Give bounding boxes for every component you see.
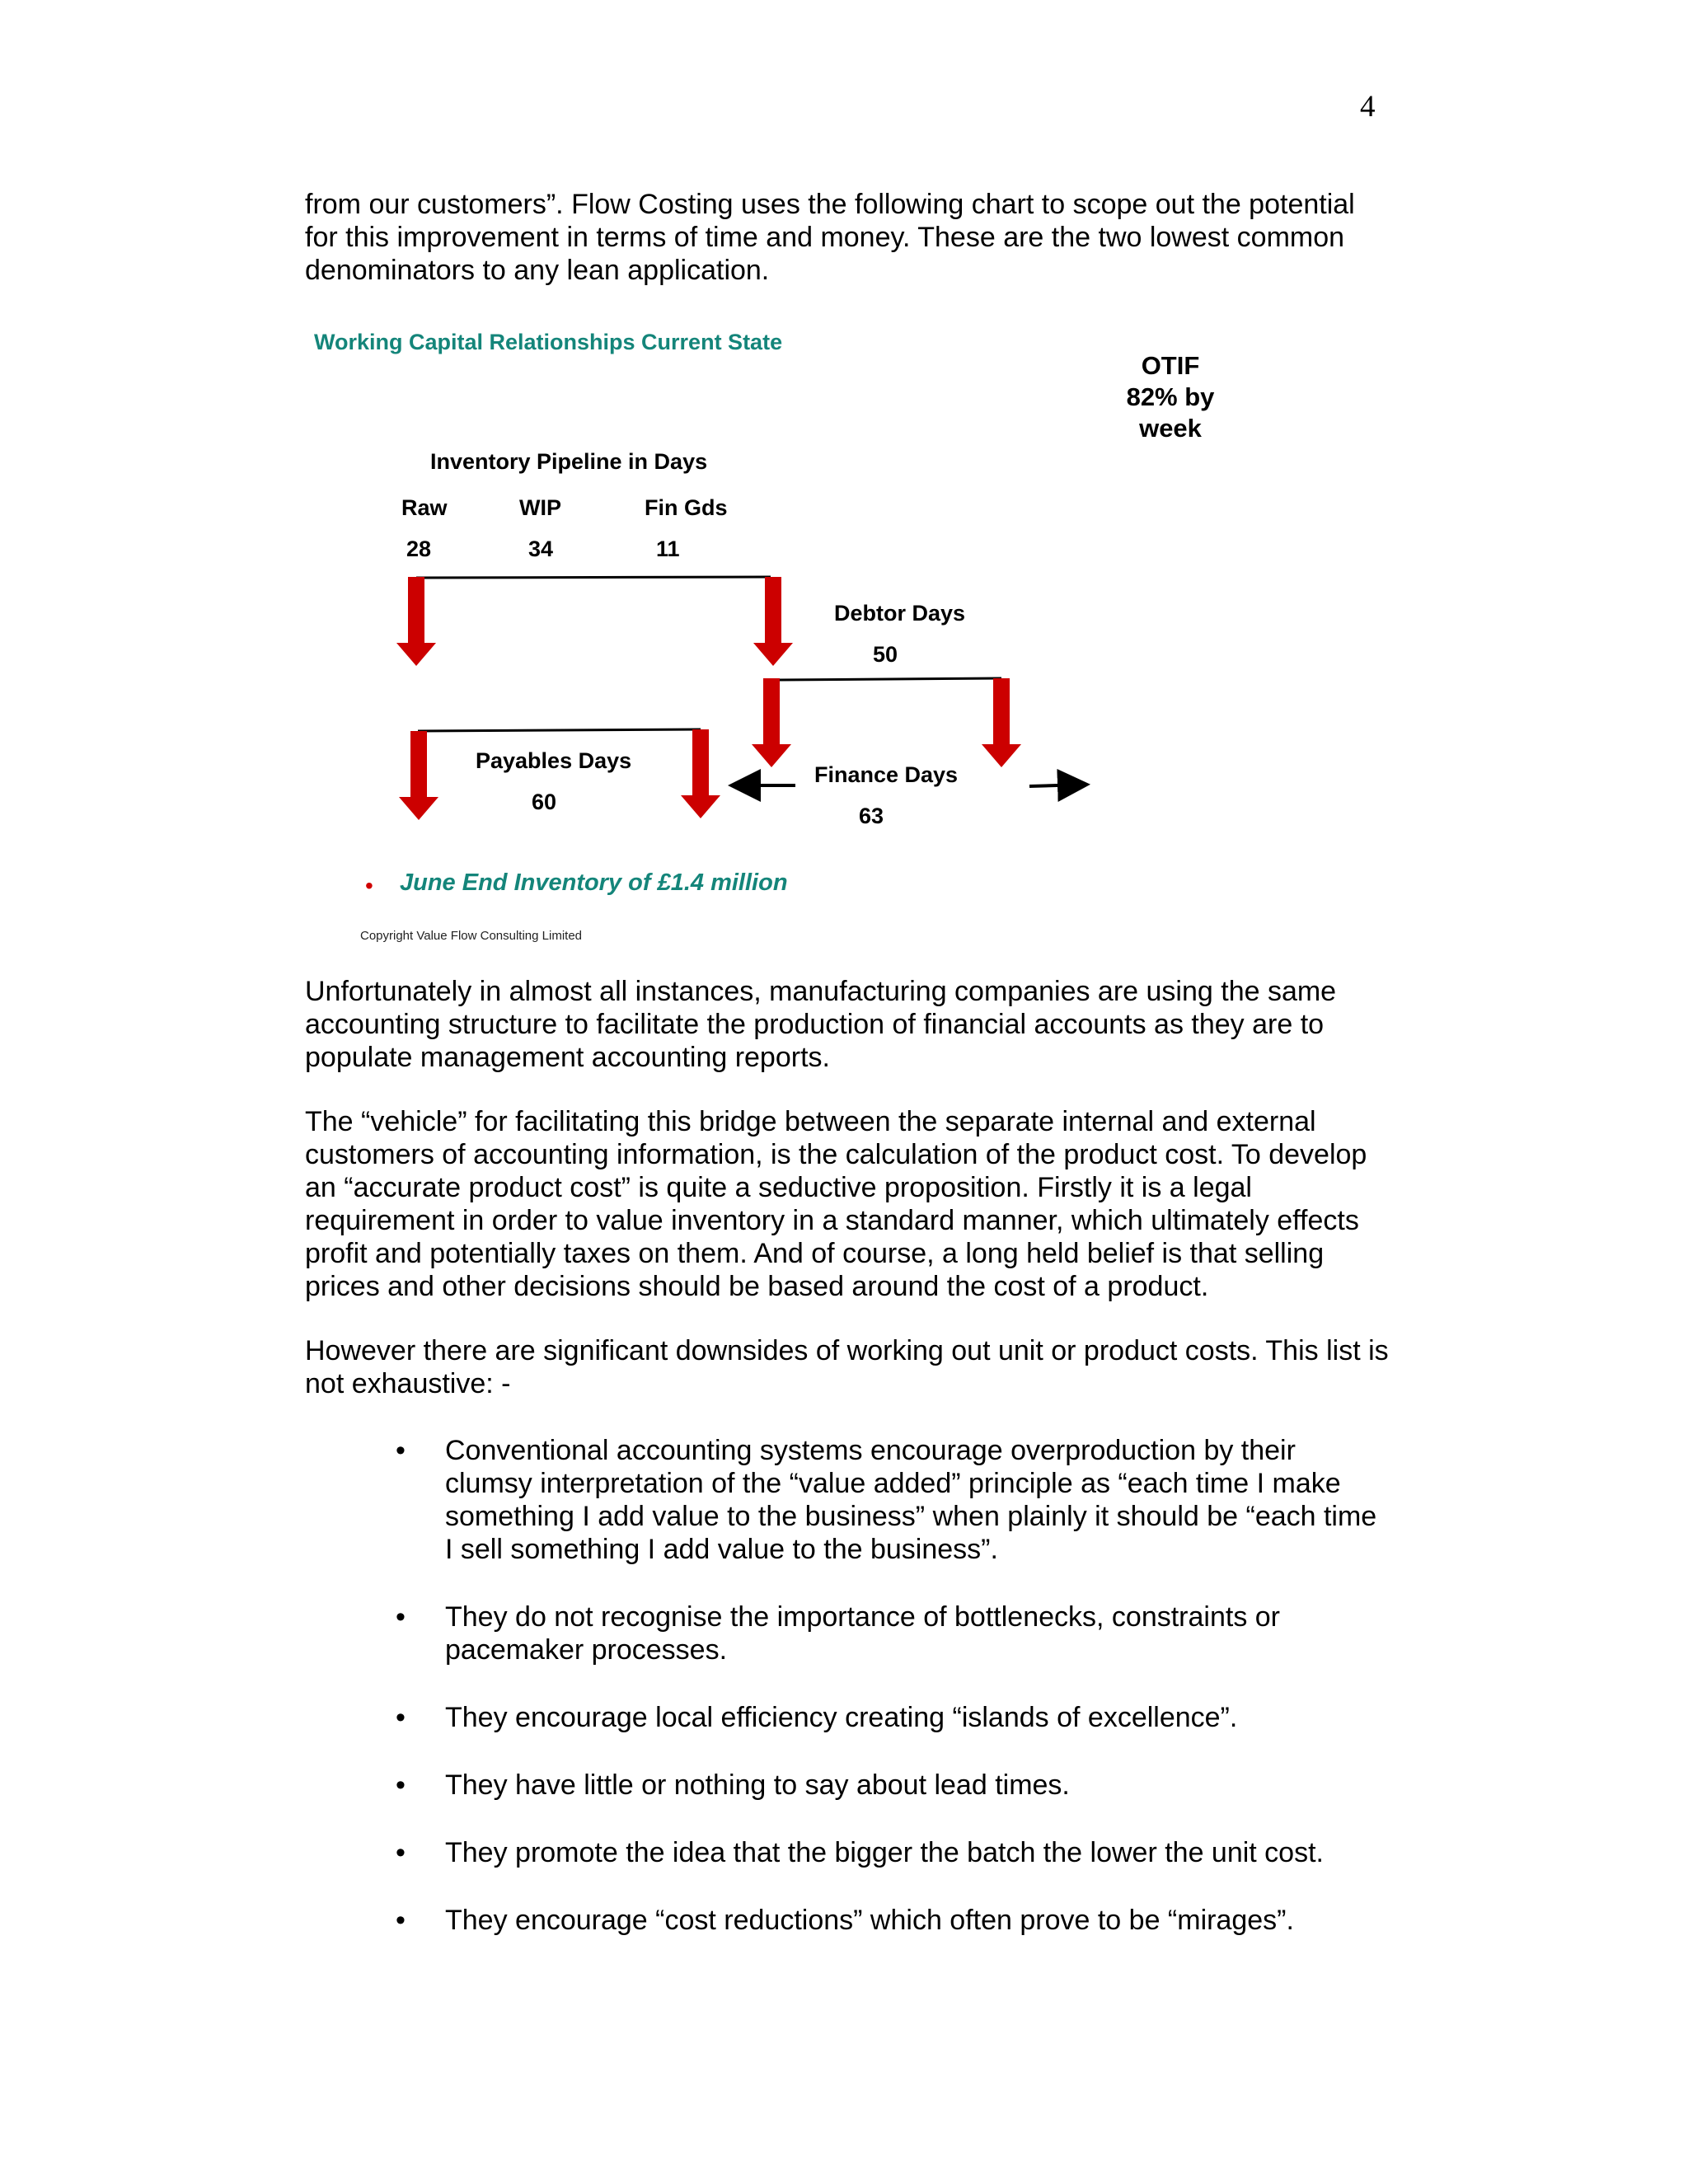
fin-gds-value: 11 bbox=[656, 537, 680, 561]
otif-line-1: OTIF bbox=[1141, 351, 1200, 380]
finance-days-value: 63 bbox=[859, 804, 884, 828]
bullet-icon: • bbox=[396, 1769, 406, 1801]
raw-label: Raw bbox=[401, 495, 448, 520]
payables-days-value: 60 bbox=[532, 790, 557, 814]
debtor-connector-line bbox=[779, 678, 1001, 680]
payables-days-label: Payables Days bbox=[476, 748, 632, 773]
arrow-down-icon bbox=[753, 577, 793, 666]
arrow-down-icon bbox=[396, 577, 436, 666]
payables-connector-line bbox=[418, 729, 701, 731]
bullet-icon: • bbox=[396, 1837, 406, 1868]
june-bullet-dot: • bbox=[365, 873, 373, 898]
figure-title: Working Capital Relationships Current State bbox=[314, 330, 783, 354]
paragraph-vehicle: The “vehicle” for facilitating this bridge between the separate internal and external customers of accounting information, is the calculation of the product cost. To develop an “accurate product cost” is quite a seductive proposition. Firstly it is a legal requirement in order to value inventory in a standard manner, which ultimately effects profit and potentially taxes on them. And of course, a long held belief is that selling prices and other decisions should be based around the cost of a product. bbox=[305, 1106, 1367, 1302]
list-item-text: They have little or nothing to say about lead times. bbox=[445, 1769, 1070, 1801]
arrow-down-icon bbox=[681, 729, 720, 818]
list-item bbox=[396, 1769, 1385, 1802]
june-inventory-note: June End Inventory of £1.4 million bbox=[400, 869, 788, 896]
otif-line-3: week bbox=[1139, 414, 1202, 443]
paragraph-intro: from our customers”. Flow Costing uses the following chart to scope out the potential for this improvement in terms of time and money. These are the two lowest common denominators to any lean application. bbox=[305, 189, 1355, 286]
debtor-days-value: 50 bbox=[873, 642, 898, 667]
list-item-text: They promote the idea that the bigger the batch the lower the unit cost. bbox=[445, 1837, 1324, 1868]
fin-gds-label: Fin Gds bbox=[645, 495, 728, 520]
inventory-pipeline-heading: Inventory Pipeline in Days bbox=[430, 449, 708, 474]
list-item-text: They encourage local efficiency creating “islands of excellence”. bbox=[445, 1702, 1238, 1733]
page-number: 4 bbox=[1360, 90, 1376, 124]
working-capital-figure bbox=[309, 326, 1397, 960]
finance-right-arrow bbox=[1029, 785, 1084, 786]
arrow-down-icon bbox=[752, 678, 791, 767]
list-item-text: They encourage “cost reductions” which often prove to be “mirages”. bbox=[445, 1905, 1294, 1936]
inventory-connector-line bbox=[416, 577, 771, 578]
copyright-notice: Copyright Value Flow Consulting Limited bbox=[360, 929, 583, 943]
finance-days-label: Finance Days bbox=[814, 762, 959, 787]
arrow-down-icon bbox=[399, 731, 438, 820]
wip-label: WIP bbox=[519, 495, 561, 520]
otif-line-2: 82% by bbox=[1126, 382, 1215, 411]
bullet-icon: • bbox=[396, 1702, 406, 1733]
flow-diagram bbox=[309, 326, 1397, 960]
list-item-text: They do not recognise the importance of bottlenecks, constraints or pacemaker processes. bbox=[445, 1601, 1280, 1666]
list-item bbox=[396, 1701, 1385, 1734]
downsides-list bbox=[396, 1434, 1385, 1971]
list-item bbox=[396, 1601, 1385, 1666]
paragraph-accounting-structure: Unfortunately in almost all instances, manufacturing companies are using the same accounting structure to facilitate the production of financial accounts as they are to populate management accounting reports. bbox=[305, 976, 1337, 1073]
bullet-icon: • bbox=[396, 1601, 406, 1633]
raw-value: 28 bbox=[406, 537, 432, 561]
bullet-icon: • bbox=[396, 1435, 406, 1466]
list-item bbox=[396, 1434, 1385, 1566]
debtor-days-label: Debtor Days bbox=[834, 601, 966, 626]
paragraph-downsides: However there are significant downsides of working out unit or product costs. This list is not exhaustive: - bbox=[305, 1335, 1389, 1399]
list-item-text: Conventional accounting systems encourage overproduction by their clumsy interpretation of the “value added” principle as “each time I make something I add value to the business” when plainly it should be “each time I sell something I add value to the business”. bbox=[445, 1435, 1377, 1565]
list-item bbox=[396, 1836, 1385, 1869]
bullet-icon: • bbox=[396, 1905, 406, 1936]
list-item bbox=[396, 1904, 1385, 1937]
arrow-down-icon bbox=[982, 678, 1021, 767]
wip-value: 34 bbox=[528, 537, 554, 561]
